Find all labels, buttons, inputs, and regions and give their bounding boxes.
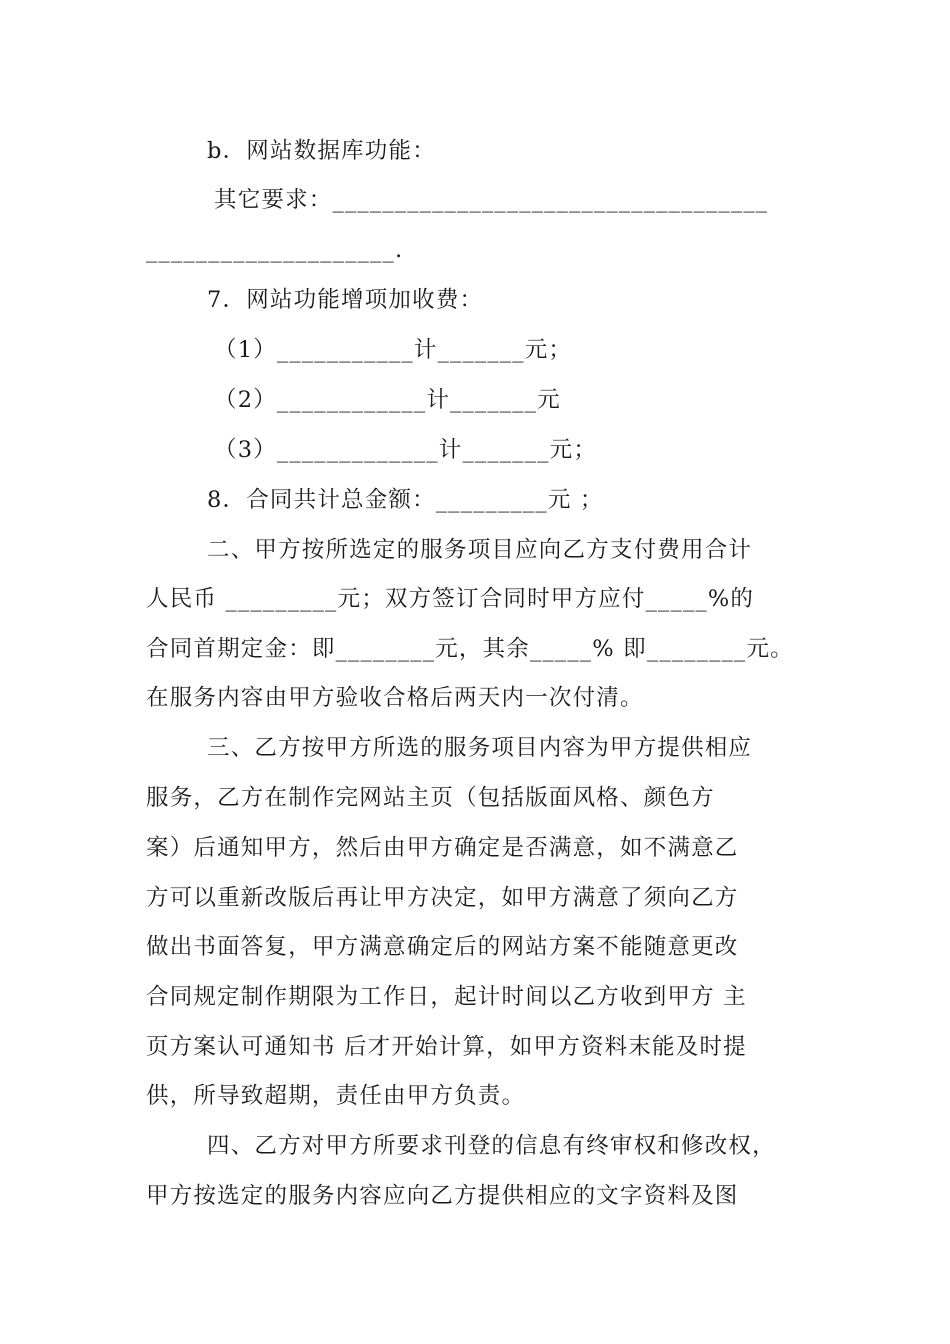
text-line-blank-continuation: ____________________. [146, 237, 404, 263]
text-line-section-2-c: 合同首期定金：即________元，其余_____% 即________元。 [146, 636, 794, 662]
text-line-item-8: 8．合同共计总金额：_________元 ； [207, 487, 604, 513]
text-line-other-requirements: 其它要求：___________________________________ [214, 187, 769, 213]
text-line-section-2-d: 在服务内容由甲方验收合格后两天内一次付清。 [146, 685, 644, 711]
text-line-fee-1: （1）___________计_______元； [214, 337, 573, 363]
text-line-section-3-h: 供，所导致超期，责任由甲方负责。 [146, 1083, 526, 1109]
text-line-fee-2: （2）____________计_______元 [214, 387, 561, 413]
text-line-item-7: 7．网站功能增项加收费： [207, 287, 484, 313]
text-line-section-3-a: 三、乙方按甲方所选的服务项目内容为甲方提供相应 [207, 735, 753, 761]
text-line-database: b．网站数据库功能： [207, 138, 436, 164]
text-line-section-4-a: 四、乙方对甲方所要求刊登的信息有终审权和修改权， [207, 1133, 776, 1159]
text-line-fee-3: （3）_____________计_______元； [214, 437, 598, 463]
text-line-section-2-b: 人民币 _________元；双方签订合同时甲方应付_____%的 [146, 586, 755, 612]
text-line-section-3-e: 做出书面答复，甲方满意确定后的网站方案不能随意更改 [146, 934, 739, 960]
text-line-section-3-b: 服务，乙方在制作完网站主页（包括版面风格、颜色方 [146, 785, 715, 811]
text-line-section-3-c: 案）后通知甲方，然后由甲方确定是否满意，如不满意乙 [146, 835, 739, 861]
text-line-section-3-f: 合同规定制作期限为工作日，起计时间以乙方收到甲方 主 [146, 984, 747, 1010]
text-line-section-3-g: 页方案认可通知书 后才开始计算，如甲方资料末能及时提 [146, 1034, 747, 1060]
text-line-section-3-d: 方可以重新改版后再让甲方决定，如甲方满意了须向乙方 [146, 885, 739, 911]
text-line-section-4-b: 甲方按选定的服务内容应向乙方提供相应的文字资料及图 [146, 1183, 739, 1209]
text-line-section-2-a: 二、甲方按所选定的服务项目应向乙方支付费用合计 [207, 537, 753, 563]
